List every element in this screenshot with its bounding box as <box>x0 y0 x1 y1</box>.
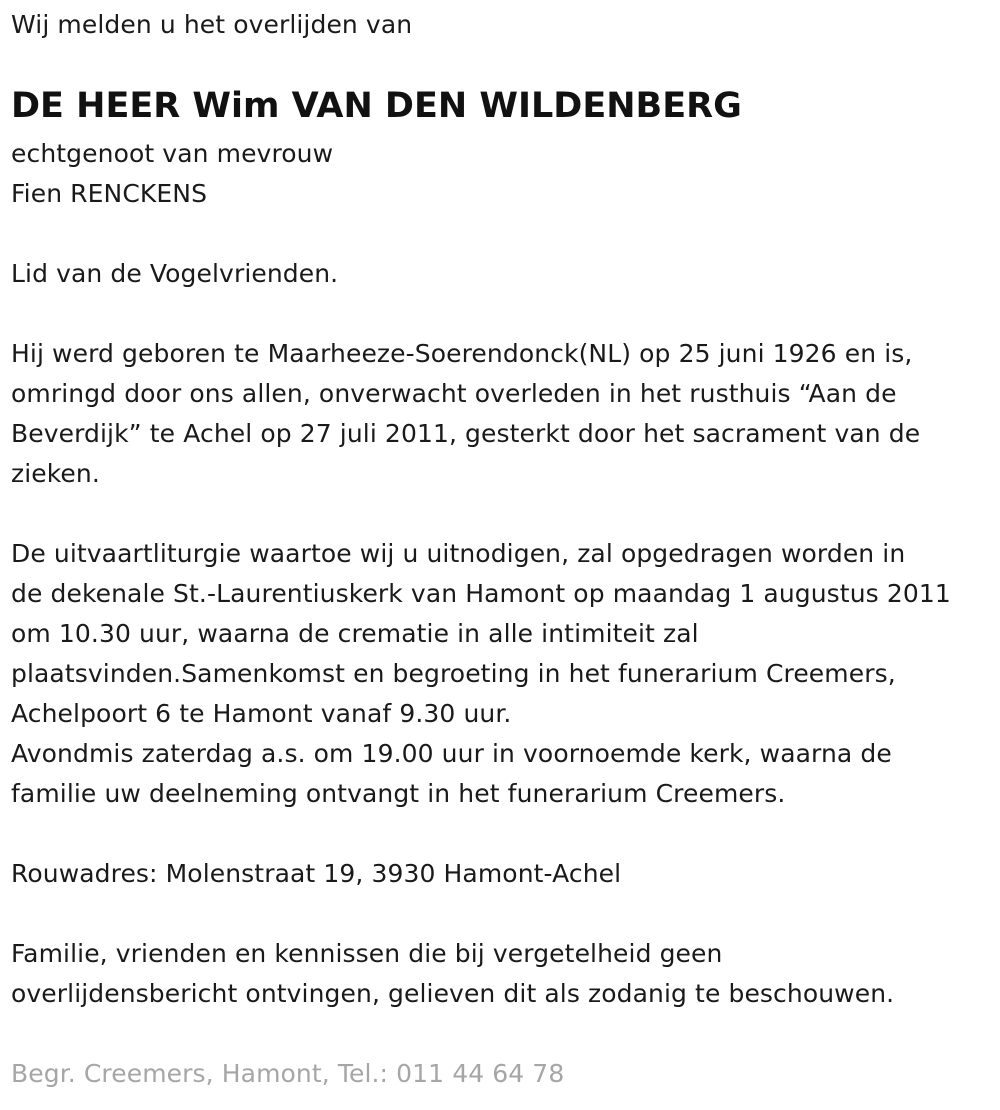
birth-death-line: Hij werd geboren te Maarheeze-Soerendonck(NL) op 25 juni 1926 en is, <box>11 339 913 368</box>
funeral-line: Achelpoort 6 te Hamont vanaf 9.30 uur. <box>11 699 512 728</box>
undertaker-footer: Begr. Creemers, Hamont, Tel.: 011 44 64 78 <box>11 1059 565 1088</box>
membership-text: Lid van de Vogelvrienden. <box>11 259 339 288</box>
funeral-line: De uitvaartliturgie waartoe wij u uitnodigen, zal opgedragen worden in <box>11 539 906 568</box>
mourning-address: Rouwadres: Molenstraat 19, 3930 Hamont-Achel <box>11 859 622 888</box>
spouse-line-1: echtgenoot van mevrouw <box>11 139 334 168</box>
birth-death-line: zieken. <box>11 459 100 488</box>
funeral-line: familie uw deelneming ontvangt in het funerarium Creemers. <box>11 779 786 808</box>
funeral-line: Avondmis zaterdag a.s. om 19.00 uur in voornoemde kerk, waarna de <box>11 739 892 768</box>
funeral-line: om 10.30 uur, waarna de crematie in alle intimiteit zal <box>11 619 699 648</box>
birth-death-line: Beverdijk” te Achel op 27 juli 2011, gesterkt door het sacrament van de <box>11 419 921 448</box>
deceased-name: DE HEER Wim VAN DEN WILDENBERG <box>11 86 742 126</box>
closing-line: Familie, vrienden en kennissen die bij vergetelheid geen <box>11 939 723 968</box>
intro-text: Wij melden u het overlijden van <box>11 10 413 39</box>
spouse-line-2: Fien RENCKENS <box>11 179 208 208</box>
funeral-line: plaatsvinden.Samenkomst en begroeting in het funerarium Creemers, <box>11 659 896 688</box>
birth-death-line: omringd door ons allen, onverwacht overleden in het rusthuis “Aan de <box>11 379 897 408</box>
funeral-line: de dekenale St.-Laurentiuskerk van Hamont op maandag 1 augustus 2011 <box>11 579 951 608</box>
closing-line: overlijdensbericht ontvingen, gelieven dit als zodanig te beschouwen. <box>11 979 895 1008</box>
